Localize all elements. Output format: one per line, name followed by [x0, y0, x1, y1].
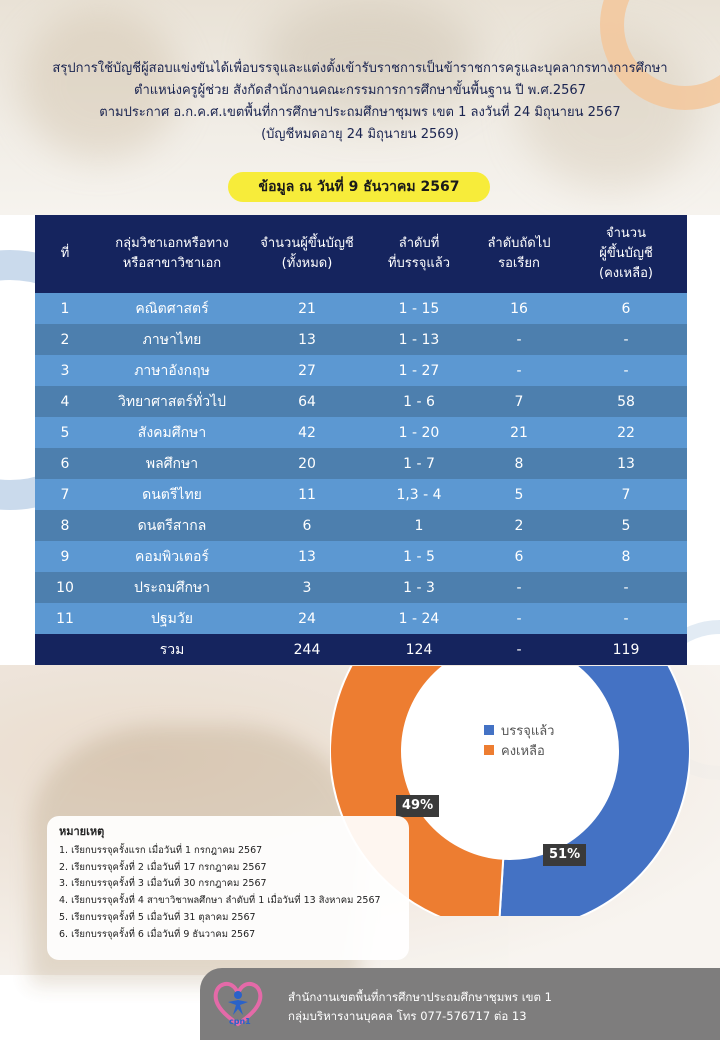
- cell-remaining: 13: [565, 448, 687, 479]
- total-label-cell: [35, 634, 95, 665]
- header-line-4: (บัญชีหมดอายุ 24 มิถุนายน 2569): [261, 127, 459, 142]
- cell-remaining: -: [565, 355, 687, 386]
- remarks-item: 4. เรียกบรรจุครั้งที่ 4 สาขาวิชาพลศึกษา ลำดับที่ 1 เมื่อวันที่ 13 สิงหาคม 2567: [59, 895, 381, 907]
- cell-hired: 1,3 - 4: [365, 479, 473, 510]
- cell-subject: ดนตรีไทย: [95, 479, 249, 510]
- cell-no: 9: [35, 541, 95, 572]
- cell-total: 20: [249, 448, 365, 479]
- remarks-item: 5. เรียกบรรจุครั้งที่ 5 เมื่อวันที่ 31 ตุลาคม 2567: [59, 911, 256, 923]
- remarks-item: 2. เรียกบรรจุครั้งที่ 2 เมื่อวันที่ 17 กรกฎาคม 2567: [59, 861, 267, 873]
- data-label-hired: 51%: [543, 844, 586, 866]
- remarks-item: 6. เรียกบรรจุครั้งที่ 6 เมื่อวันที่ 9 ธันวาคม 2567: [59, 928, 256, 940]
- table-row: [35, 293, 687, 324]
- header-total: จำนวนผู้ขึ้นบัญชี (ทั้งหมด): [249, 215, 365, 293]
- cell-no: 4: [35, 386, 95, 417]
- cell-next: -: [473, 324, 565, 355]
- cell-next: 8: [473, 448, 565, 479]
- cell-subject: คอมพิวเตอร์: [95, 541, 249, 572]
- cell-total: 3: [249, 572, 365, 603]
- table-row: [35, 572, 687, 603]
- table-row: [35, 355, 687, 386]
- roster-summary-table: [35, 215, 687, 665]
- cell-total: 24: [249, 603, 365, 634]
- cell-next: 21: [473, 417, 565, 448]
- legend-swatch-hired: [484, 725, 494, 735]
- cell-no: 11: [35, 603, 95, 634]
- cell-hired: 1 - 15: [365, 293, 473, 324]
- cell-no: 7: [35, 479, 95, 510]
- total-sum: 244: [249, 634, 365, 665]
- cell-hired: 1 - 3: [365, 572, 473, 603]
- header-line-3: ตามประกาศ อ.ก.ค.ศ.เขตพื้นที่การศึกษาประถมศึกษาชุมพร เขต 1 ลงวันที่ 24 มิถุนายน 2567: [99, 105, 621, 120]
- cell-subject: ภาษาอังกฤษ: [95, 355, 249, 386]
- cell-remaining: -: [565, 324, 687, 355]
- cell-hired: 1 - 24: [365, 603, 473, 634]
- header-line-1: สรุปการใช้บัญชีผู้สอบแข่งขันได้เพื่อบรรจุและแต่งตั้งเข้ารับราชการเป็นข้าราชการครูและบุคลากรทางการศึกษา: [52, 61, 668, 76]
- table-row: [35, 510, 687, 541]
- logo-text: cpn1: [229, 1017, 251, 1026]
- header-hired: ลำดับที่ ที่บรรจุแล้ว: [365, 215, 473, 293]
- cell-subject: คณิตศาสตร์: [95, 293, 249, 324]
- table-row: [35, 448, 687, 479]
- cell-remaining: 58: [565, 386, 687, 417]
- cell-next: 6: [473, 541, 565, 572]
- chart-legend: [484, 720, 554, 760]
- cell-total: 13: [249, 324, 365, 355]
- legend-item-remaining: [484, 740, 554, 760]
- cell-no: 1: [35, 293, 95, 324]
- cell-next: 7: [473, 386, 565, 417]
- cell-remaining: 5: [565, 510, 687, 541]
- cell-next: 2: [473, 510, 565, 541]
- cell-remaining: -: [565, 572, 687, 603]
- total-remaining: 119: [565, 634, 687, 665]
- total-label: รวม: [95, 634, 249, 665]
- header-line-2: ตำแหน่งครูผู้ช่วย สังกัดสำนักงานคณะกรรมการการศึกษาขั้นพื้นฐาน ปี พ.ศ.2567: [134, 83, 586, 98]
- remarks-item: 1. เรียกบรรจุครั้งแรก เมื่อวันที่ 1 กรกฎาคม 2567: [59, 844, 263, 856]
- table-row: [35, 417, 687, 448]
- table-row: [35, 541, 687, 572]
- header-remaining: จำนวน ผู้ขึ้นบัญชี (คงเหลือ): [565, 215, 687, 293]
- table-total-row: [35, 634, 687, 665]
- footer-bar: [200, 968, 720, 1040]
- cell-total: 42: [249, 417, 365, 448]
- footer-phone: กลุ่มบริหารงานบุคคล โทร 077-576717 ต่อ 13: [288, 1009, 527, 1023]
- cell-hired: 1 - 5: [365, 541, 473, 572]
- cell-subject: ประถมศึกษา: [95, 572, 249, 603]
- cell-next: -: [473, 355, 565, 386]
- cell-total: 6: [249, 510, 365, 541]
- cell-subject: ภาษาไทย: [95, 324, 249, 355]
- table-row: [35, 479, 687, 510]
- remarks-title: หมายเหตุ: [59, 825, 105, 838]
- cell-remaining: 6: [565, 293, 687, 324]
- legend-label-hired: บรรจุแล้ว: [501, 723, 555, 739]
- cell-hired: 1 - 7: [365, 448, 473, 479]
- data-date-badge: ข้อมูล ณ วันที่ 9 ธันวาคม 2567: [228, 172, 490, 202]
- cell-remaining: 7: [565, 479, 687, 510]
- cell-subject: ปฐมวัย: [95, 603, 249, 634]
- cell-subject: วิทยาศาสตร์ทั่วไป: [95, 386, 249, 417]
- remarks-box: [47, 816, 409, 960]
- cell-subject: สังคมศึกษา: [95, 417, 249, 448]
- cell-hired: 1: [365, 510, 473, 541]
- cell-no: 8: [35, 510, 95, 541]
- header-subject: กลุ่มวิชาเอกหรือทาง หรือสาขาวิชาเอก: [95, 215, 249, 293]
- header-next: ลำดับถัดไป รอเรียก: [473, 215, 565, 293]
- cell-subject: พลศึกษา: [95, 448, 249, 479]
- cell-hired: 1 - 13: [365, 324, 473, 355]
- cell-hired: 1 - 27: [365, 355, 473, 386]
- cell-total: 27: [249, 355, 365, 386]
- cell-next: 16: [473, 293, 565, 324]
- cell-next: -: [473, 603, 565, 634]
- cell-total: 13: [249, 541, 365, 572]
- remarks-item: 3. เรียกบรรจุครั้งที่ 3 เมื่อวันที่ 30 กรกฎาคม 2567: [59, 878, 267, 890]
- data-label-remaining: 49%: [396, 795, 439, 817]
- table-header-row: [35, 215, 687, 293]
- cell-hired: 1 - 20: [365, 417, 473, 448]
- cell-no: 3: [35, 355, 95, 386]
- header-no: ที่: [35, 215, 95, 293]
- cell-no: 2: [35, 324, 95, 355]
- legend-item-hired: [484, 720, 554, 740]
- cell-total: 21: [249, 293, 365, 324]
- table-row: [35, 603, 687, 634]
- cell-hired: 1 - 6: [365, 386, 473, 417]
- legend-label-remaining: คงเหลือ: [501, 743, 545, 759]
- cell-remaining: 8: [565, 541, 687, 572]
- cell-no: 6: [35, 448, 95, 479]
- cell-subject: ดนตรีสากล: [95, 510, 249, 541]
- footer-contact: [288, 988, 552, 1026]
- footer-office-name: สำนักงานเขตพื้นที่การศึกษาประถมศึกษาชุมพร เขต 1: [288, 990, 552, 1004]
- cell-remaining: 22: [565, 417, 687, 448]
- cell-remaining: -: [565, 603, 687, 634]
- table-row: [35, 386, 687, 417]
- cell-total: 64: [249, 386, 365, 417]
- total-hired: 124: [365, 634, 473, 665]
- cell-no: 5: [35, 417, 95, 448]
- document-header: [0, 58, 720, 146]
- cell-no: 10: [35, 572, 95, 603]
- cell-next: -: [473, 572, 565, 603]
- cell-total: 11: [249, 479, 365, 510]
- total-next: -: [473, 634, 565, 665]
- table-row: [35, 324, 687, 355]
- cell-next: 5: [473, 479, 565, 510]
- legend-swatch-remaining: [484, 745, 494, 755]
